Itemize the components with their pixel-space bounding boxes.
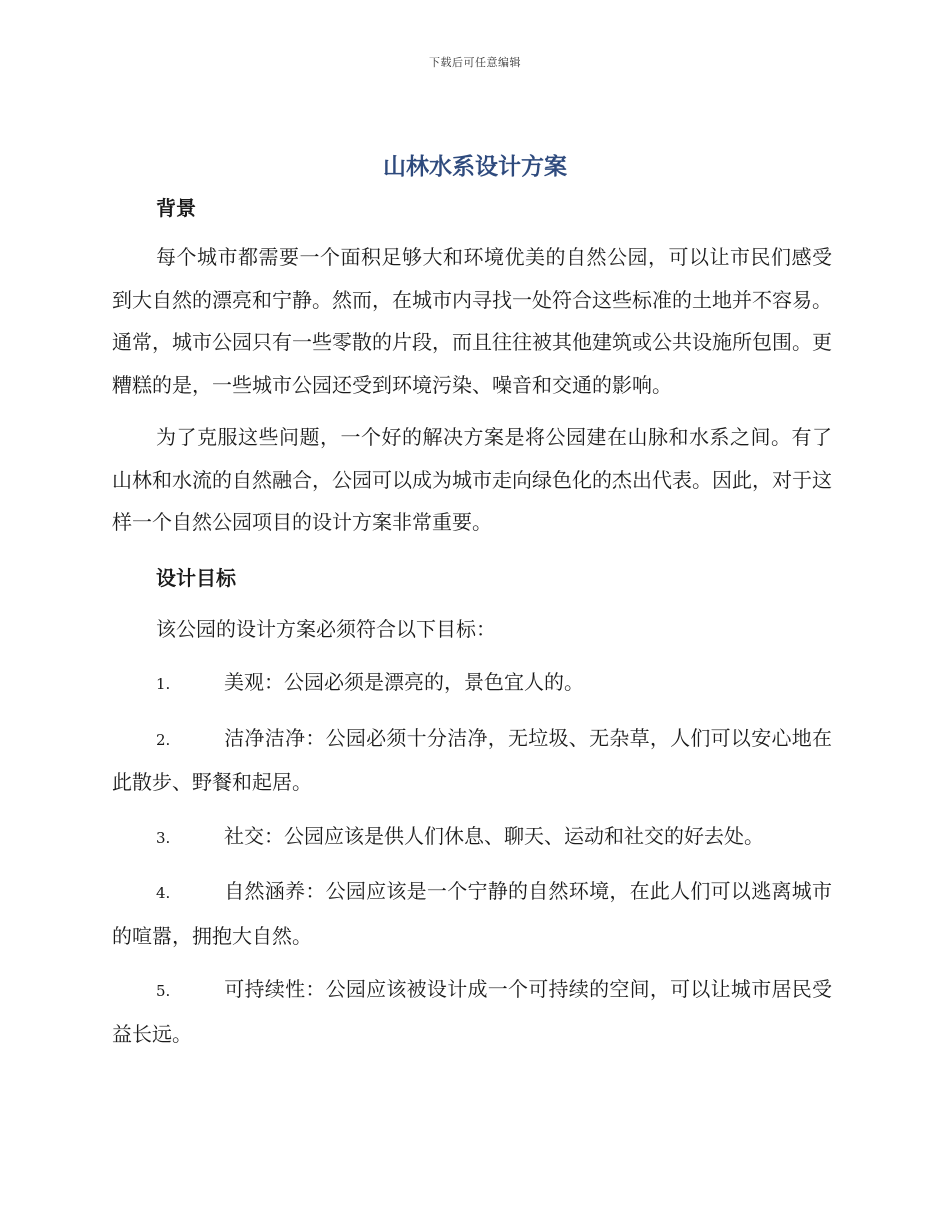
list-item-number: 3.	[156, 828, 171, 847]
list-item	[112, 717, 832, 804]
list-item-text: 可持续性：公园应该被设计成一个可持续的空间，可以让城市居民受益长远。	[112, 977, 832, 1046]
list-item	[112, 870, 832, 957]
section-heading-background: 背景	[156, 196, 196, 220]
list-item-text: 自然涵养：公园应该是一个宁静的自然环境，在此人们可以逃离城市的喧嚣，拥抱大自然。	[112, 879, 832, 948]
list-item	[112, 968, 832, 1055]
section-heading-goals: 设计目标	[156, 565, 236, 590]
list-item-number: 1.	[156, 675, 171, 693]
background-paragraph-2: 为了克服这些问题，一个好的解决方案是将公园建在山脉和水系之间。有了山林和水流的自然融合，公园可以成为城市走向绿色化的杰出代表。因此，对于这样一个自然公园项目的设计方案非常重要。	[112, 425, 832, 534]
list-item-text: 美观：公园必须是漂亮的，景色宜人的。	[224, 670, 584, 694]
list-item-text: 洁净洁净：公园必须十分洁净，无垃圾、无杂草，人们可以安心地在此散步、野餐和起居。	[112, 725, 832, 794]
list-item-number: 5.	[156, 982, 171, 1000]
background-paragraph-1: 每个城市都需要一个面积足够大和环境优美的自然公园，可以让市民们感受到大自然的漂亮和宁静。然而，在城市内寻找一处符合这些标准的土地并不容易。通常，城市公园只有一些零散的片段，而且往往被其他建筑或公共设施所包围。更糟糕的是，一些城市公园还受到环境污染、噪音和交通的影响。	[112, 245, 832, 397]
document-body	[112, 188, 832, 1055]
list-item	[112, 661, 832, 706]
list-item	[112, 815, 832, 860]
document-title: 山林水系设计方案	[383, 154, 567, 180]
list-item-number: 2.	[156, 730, 171, 749]
list-item-number: 4.	[156, 884, 171, 902]
list-item-text: 社交：公园应该是供人们休息、聊天、运动和社交的好去处。	[224, 823, 764, 848]
goals-intro: 该公园的设计方案必须符合以下目标：	[156, 616, 496, 641]
header-note: 下载后可任意编辑	[429, 56, 521, 69]
